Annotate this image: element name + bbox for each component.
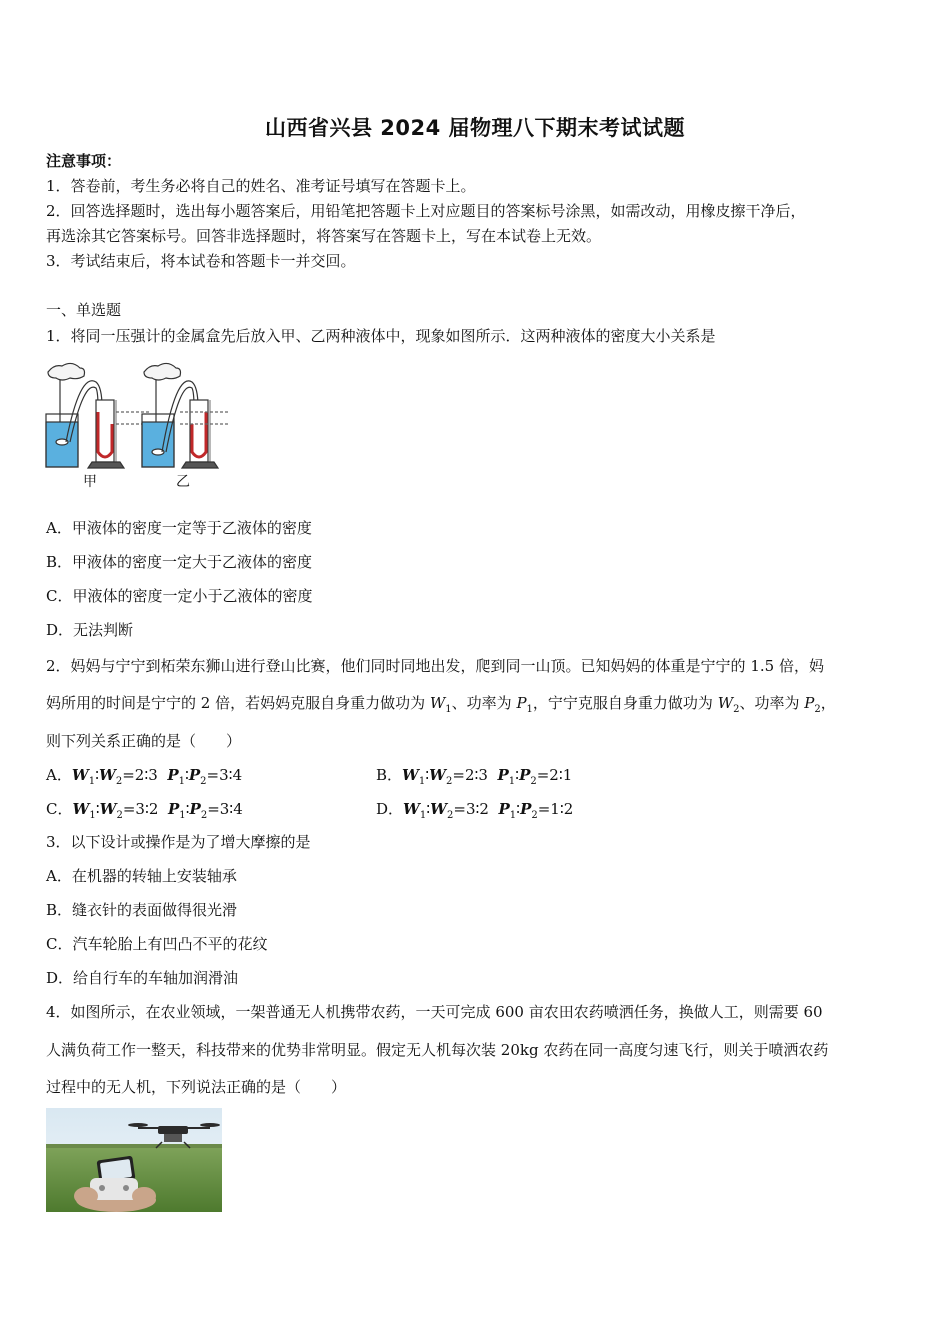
q3-option-b: B．缝衣针的表面做得很光滑	[46, 901, 238, 919]
q4-stem-line3: 过程中的无人机，下列说法正确的是（ ）	[46, 1078, 347, 1096]
q2-option-a: A．$W_1∶W_2=2∶3$ $P_1∶P_2=3∶4$	[46, 766, 243, 787]
notice-item: 1．答卷前，考生务必将自己的姓名、准考证号填写在答题卡上。	[46, 177, 476, 195]
q4-stem-line2: 人满负荷工作一整天，科技带来的优势非常明显。假定无人机每次装 20kg 农药在同一高度匀速飞行，则关于喷洒农药	[46, 1041, 829, 1059]
q3-stem: 3．以下设计或操作是为了增大摩擦的是	[46, 833, 311, 851]
section-heading: 一、单选题	[46, 301, 122, 319]
q2-option-b: B．$W_1∶W_2=2∶3$ $P_1∶P_2=2∶1$	[376, 766, 573, 787]
fig-label-yi: 乙	[176, 474, 190, 490]
notice-item: 2．回答选择题时，选出每小题答案后，用铅笔把答题卡上对应题目的答案标号涂黑，如需改动，用橡皮擦干净后，	[46, 202, 806, 220]
q1-option-a: A．甲液体的密度一定等于乙液体的密度	[46, 519, 312, 537]
apparatus-jia	[46, 363, 150, 468]
notice-item: 再选涂其它答案标号。回答非选择题时，将答案写在答题卡上，写在本试卷上无效。	[46, 227, 602, 245]
q3-option-a: A．在机器的转轴上安装轴承	[46, 867, 237, 885]
q2-stem-line3: 则下列关系正确的是（ ）	[46, 732, 242, 750]
q1-option-c: C．甲液体的密度一定小于乙液体的密度	[46, 587, 313, 605]
q2-stem-line1: 2．妈妈与宁宁到柘荣东狮山进行登山比赛，他们同时同地出发，爬到同一山顶。已知妈妈的体重是宁宁的 1.5 倍，妈	[46, 657, 824, 675]
q3-option-c: C．汽车轮胎上有凹凸不平的花纹	[46, 935, 268, 953]
q2-stem-line2: 妈所用的时间是宁宁的 2 倍，若妈妈克服自身重力做功为 $W_1$、功率为 $P_1$，宁宁克服自身重力做功为 $W_2$、功率为 $P_2$，	[46, 694, 836, 715]
q2-option-c: C．$W_1∶W_2=3∶2$ $P_1∶P_2=3∶4$	[46, 800, 243, 821]
page-title: 山西省兴县 2024 届物理八下期末考试试题	[264, 116, 686, 140]
pressure-gauge-figure	[40, 352, 230, 492]
drone-photo	[46, 1108, 222, 1212]
apparatus-yi	[142, 363, 228, 468]
q1-option-b: B．甲液体的密度一定大于乙液体的密度	[46, 553, 313, 571]
notice-item: 3．考试结束后，将本试卷和答题卡一并交回。	[46, 252, 356, 270]
q1-stem: 1．将同一压强计的金属盒先后放入甲、乙两种液体中，现象如图所示．这两种液体的密度大小关系是	[46, 327, 716, 345]
fig-label-jia: 甲	[83, 474, 97, 490]
q3-option-d: D．给自行车的车轴加润滑油	[46, 969, 239, 987]
notice-heading: 注意事项：	[46, 152, 122, 170]
q2-option-d: D．$W_1∶W_2=3∶2$ $P_1∶P_2=1∶2$	[376, 800, 574, 821]
q1-option-d: D．无法判断	[46, 621, 134, 639]
q4-stem-line1: 4．如图所示，在农业领域，一架普通无人机携带农药，一天可完成 600 亩农田农药喷洒任务，换做人工，则需要 60	[46, 1003, 823, 1021]
